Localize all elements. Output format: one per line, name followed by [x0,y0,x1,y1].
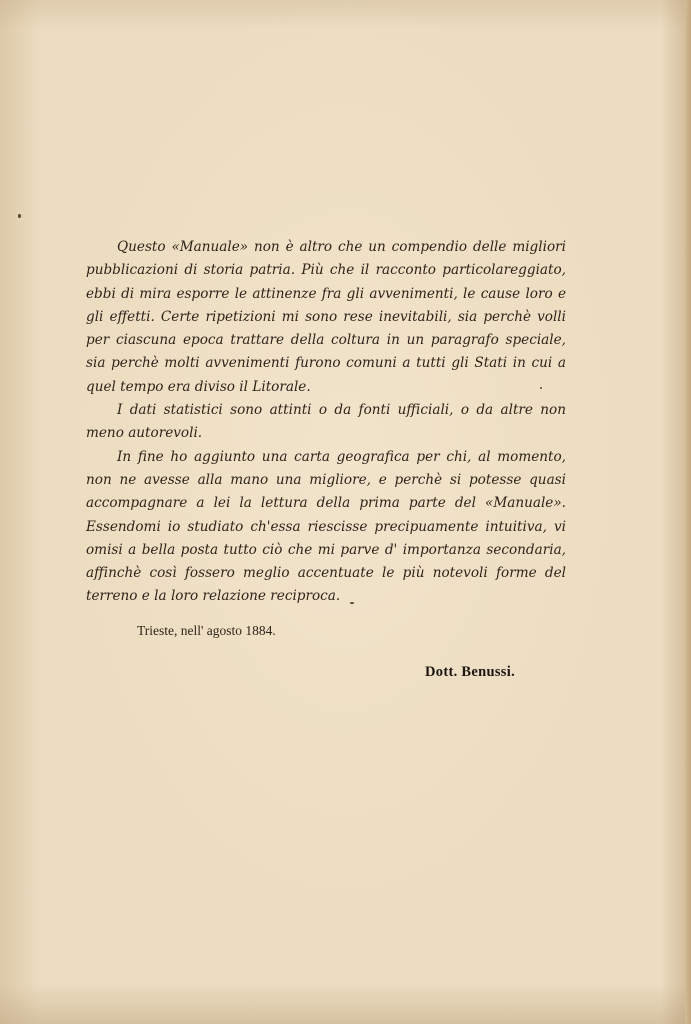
author-signature: Dott. Benussi. [425,664,516,680]
preface-paragraph: Questo «Manuale» non è altro che un compendio delle migliori pubblicazioni di storia patria. Più che il racconto particolareggiato, ebbi di mira esporre le attinenze fra gli avvenimenti, le cause loro e gli effetti. Certe ripetizioni mi sono rese inevitabili, sia perchè volli per ciascuna epoca trattare della coltura in un paragrafo speciale, sia perchè molti avvenimenti furono comuni a tutti gli Stati in cui a quel tempo era diviso il Litorale. [86,239,566,395]
ink-speck [18,214,21,218]
preface-text [86,236,566,609]
page-edge [685,0,691,1024]
preface-paragraph: I dati statistici sono attinti o da fonti ufficiali, o da altre non meno autorevoli. [86,402,566,442]
preface-paragraph: In fine ho aggiunto una carta geografica per chi, al momento, non ne avesse alla mano una migliore, e perchè si potesse quasi accompagnare a lei la lettura della prima parte del «Manuale». Essendomi io studiato ch'essa riescisse precipuamente intuitiva, vi omisi a bella posta tutto ciò che mi parve d' importanza secondaria, affinchè così fossero meglio accentuate le più notevoli forme del terreno e la loro relazione reciproca. [86,448,566,605]
dateline: Trieste, nell' agosto 1884. [137,623,276,638]
